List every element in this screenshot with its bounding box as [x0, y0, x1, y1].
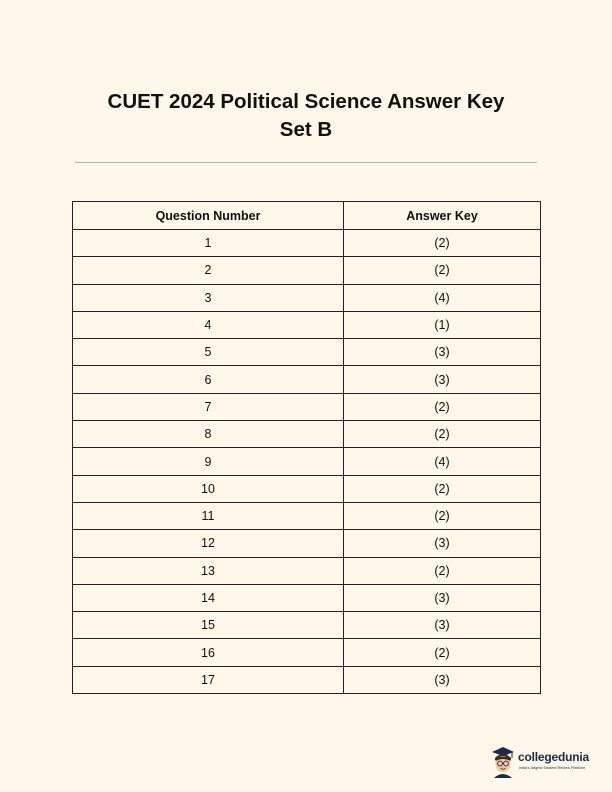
- answer-key-table: [72, 201, 541, 694]
- table-row: [73, 339, 541, 366]
- answer-key-cell: (3): [344, 584, 541, 611]
- answer-key-cell: (3): [344, 366, 541, 393]
- table-row: [73, 666, 541, 693]
- question-number-cell: 17: [73, 666, 344, 693]
- table-row: [73, 257, 541, 284]
- question-number-cell: 12: [73, 530, 344, 557]
- question-number-cell: 3: [73, 284, 344, 311]
- table-row: [73, 230, 541, 257]
- brand-tagline: India's largest Student Review Platform: [519, 766, 586, 770]
- answer-key-cell: (2): [344, 502, 541, 529]
- question-number-cell: 8: [73, 421, 344, 448]
- question-number-cell: 10: [73, 475, 344, 502]
- title-line-1: CUET 2024 Political Science Answer Key: [107, 90, 505, 113]
- title-divider: [75, 162, 537, 163]
- page-title: [0, 88, 612, 144]
- table-row: [73, 530, 541, 557]
- table-row: [73, 393, 541, 420]
- question-number-cell: 7: [73, 393, 344, 420]
- answer-key-cell: (3): [344, 612, 541, 639]
- table-row: [73, 366, 541, 393]
- table-row: [73, 639, 541, 666]
- answer-key-cell: (1): [344, 311, 541, 338]
- table-row: [73, 612, 541, 639]
- table-row: [73, 584, 541, 611]
- table-row: [73, 502, 541, 529]
- question-number-cell: 11: [73, 502, 344, 529]
- answer-key-cell: (4): [344, 448, 541, 475]
- answer-key-cell: (4): [344, 284, 541, 311]
- table-row: [73, 448, 541, 475]
- question-number-cell: 9: [73, 448, 344, 475]
- answer-key-cell: (3): [344, 666, 541, 693]
- answer-key-cell: (3): [344, 339, 541, 366]
- mascot-face-icon: [490, 744, 516, 778]
- answer-key-cell: (2): [344, 393, 541, 420]
- answer-key-cell: (2): [344, 257, 541, 284]
- table-row: [73, 311, 541, 338]
- question-number-cell: 14: [73, 584, 344, 611]
- brand-name: collegedunia: [518, 750, 589, 764]
- column-header-answer-key: Answer Key: [344, 202, 541, 230]
- question-number-cell: 16: [73, 639, 344, 666]
- question-number-cell: 2: [73, 257, 344, 284]
- answer-key-cell: (2): [344, 230, 541, 257]
- table-body: [73, 230, 541, 694]
- question-number-cell: 15: [73, 612, 344, 639]
- answer-key-cell: (2): [344, 475, 541, 502]
- question-number-cell: 6: [73, 366, 344, 393]
- answer-key-cell: (2): [344, 421, 541, 448]
- table-row: [73, 557, 541, 584]
- column-header-question-number: Question Number: [73, 202, 344, 230]
- table-row: [73, 284, 541, 311]
- title-line-2: Set B: [279, 118, 333, 141]
- table-header-row: [73, 202, 541, 230]
- answer-key-cell: (2): [344, 557, 541, 584]
- table-row: [73, 475, 541, 502]
- question-number-cell: 1: [73, 230, 344, 257]
- answer-key-cell: (3): [344, 530, 541, 557]
- collegedunia-logo: [490, 744, 608, 780]
- question-number-cell: 13: [73, 557, 344, 584]
- question-number-cell: 4: [73, 311, 344, 338]
- table-row: [73, 421, 541, 448]
- question-number-cell: 5: [73, 339, 344, 366]
- answer-key-cell: (2): [344, 639, 541, 666]
